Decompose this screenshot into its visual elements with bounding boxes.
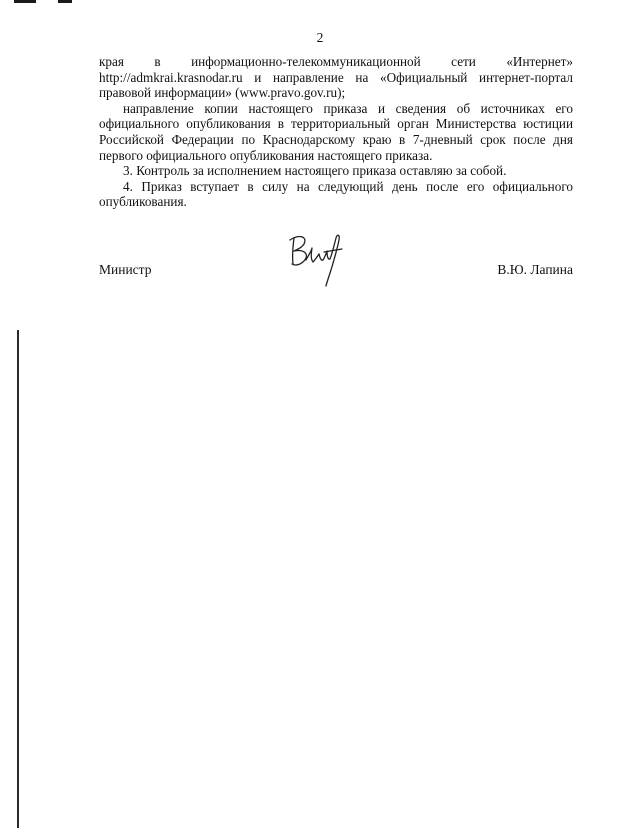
scan-artifact-left-edge [17, 330, 19, 828]
document-body [99, 54, 573, 210]
text-line: первого официального опубликования настоящего приказа. [99, 147, 433, 163]
text-line: края в информационно-телекоммуникационной сети «Интернет» [99, 54, 573, 69]
paragraph-item-4 [99, 179, 573, 210]
scan-artifact-top [14, 0, 72, 3]
paragraph-publication-continued [99, 54, 573, 101]
text-line: направление копии настоящего приказа и сведения об источниках его [123, 100, 573, 116]
text-line: правовой информации» (www.pravo.gov.ru); [99, 85, 346, 101]
paragraph-item-3 [99, 163, 573, 179]
signatory-name: В.Ю. Лапина [497, 262, 573, 277]
signatory-title: Министр [99, 262, 152, 277]
text-line: Российской Федерации по Краснодарскому краю в 7-дневный срок после дня [99, 131, 573, 147]
page-number: 2 [316, 30, 324, 45]
text-line: 4. Приказ вступает в силу на следующий день после его официального [123, 178, 573, 194]
text-line: опубликования. [99, 194, 187, 210]
text-line: http://admkrai.krasnodar.ru и направление на «Официальный интернет-портал [99, 69, 573, 85]
paragraph-copy-direction [99, 101, 573, 163]
text-line: 3. Контроль за исполнением настоящего приказа оставляю за собой. [123, 163, 507, 179]
handwritten-signature [284, 224, 354, 288]
text-line: официального опубликования в территориальный орган Министерства юстиции [99, 116, 573, 132]
